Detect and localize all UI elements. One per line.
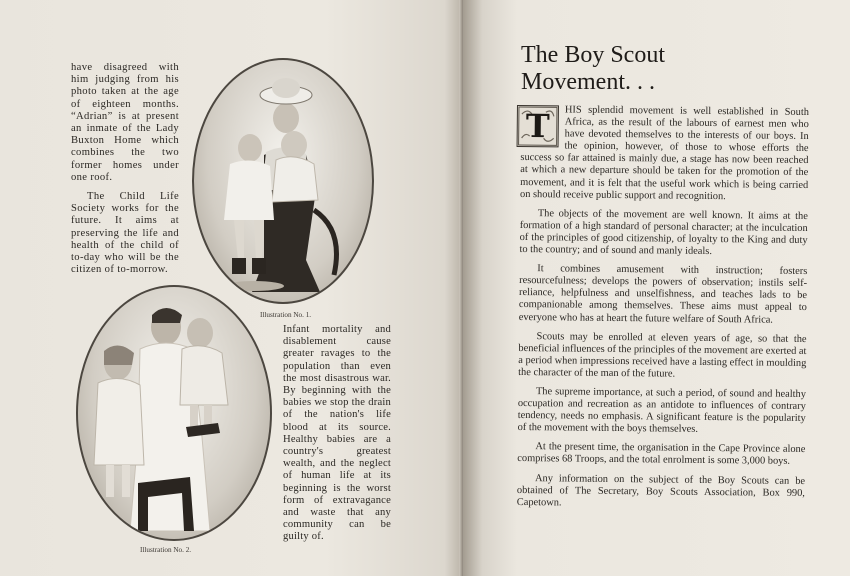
article-body (517, 104, 809, 519)
illustration-2-caption: Illustration No. 2. (140, 546, 192, 554)
left-paragraph-1: have disagreed with him judging from his photo taken at the age of eighteen months. “Adrian” is at present an inmate of the Lady Buxton Home which combines the two former homes under one roof. (71, 62, 179, 183)
article-paragraph-7: Any information on the subject of the Boy Scouts can be obtained of The Secretary, Boy Scouts Association, Box 990, Capetown. (516, 472, 806, 509)
ornamental-drop-cap (517, 105, 559, 147)
left-paragraph-2: The Child Life Society works for the future. It aims at preserving the life and health of the child of to-day who will be the citizen of to-morrow. (71, 191, 179, 276)
article-paragraph-4: Scouts may be enrolled at eleven years of age, so that the beneficial influences of the principles of the movement are exerted at a period when impressions received have a lasting effect in moulding the character of the man of the future. (518, 330, 807, 380)
woman-with-two-children-image (194, 60, 372, 302)
woman-with-two-girls-image (78, 287, 270, 539)
first-word-rest: HIS (564, 104, 582, 116)
first-paragraph-text: splendid movement is well established in South Africa, as the result of the labours of earnest men who have devoted themselves to the interests of our boys. In the opinion, however, of those to whose efforts the success so far attained is mainly due, a stage has now been reached at which a new departure should be taken for the promotion of the movement, and it is felt that the useful work which is being carried on should receive public support and recognition. (519, 104, 809, 202)
article-paragraph-2: The objects of the movement are well known. It aims at the formation of a high standard of personal character; at the inculcation of the principles of good citizenship, of loyalty to the King and duty to the country; and of sound and manly ideals. (519, 207, 808, 258)
article-paragraph-5: The supreme importance, at such a period, of sound and healthy occupation and recreation as an antidote to influences of contrary tendency, needs no emphasis. A significant feature is the popularity of the movement with the boys themselves. (517, 386, 807, 436)
article-title (521, 42, 665, 96)
illustration-1-photo (192, 58, 374, 304)
title-line-1: The Boy Scout (521, 42, 665, 68)
title-line-2: Movement. . . (521, 69, 655, 95)
left-bottom-column (283, 324, 391, 551)
left-bottom-paragraph: Infant mortality and disablement cause greater ravages to the population than even the most disastrous war. By beginning with the babies we stop the drain of the nation's life blood at its source. Healthy babies are a country's greatest wealth, and the neglect of human life at its beginning is the worst form of extravagance and waste that any community can be guilty of. (283, 324, 391, 543)
article-paragraph-3: It combines amusement with instruction; fosters resourcefulness; develops the powers of observation; instils self-reliance, helpfulness and unselfishness, and teaches lads to be companionable among themselves. These aims must appeal to everyone who has at heart the future welfare of South Africa. (518, 263, 808, 326)
drop-cap-letter: T (525, 107, 550, 146)
article-paragraph-6: At the present time, the organisation in the Cape Province alone comprises 68 Troops, and the total enrolment is some 3,000 boys. (517, 441, 806, 468)
right-page (463, 0, 850, 576)
illustration-1-caption: Illustration No. 1. (260, 311, 312, 319)
illustration-2-photo (76, 285, 272, 541)
article-paragraph-1 (520, 104, 809, 204)
left-top-column (71, 62, 179, 283)
